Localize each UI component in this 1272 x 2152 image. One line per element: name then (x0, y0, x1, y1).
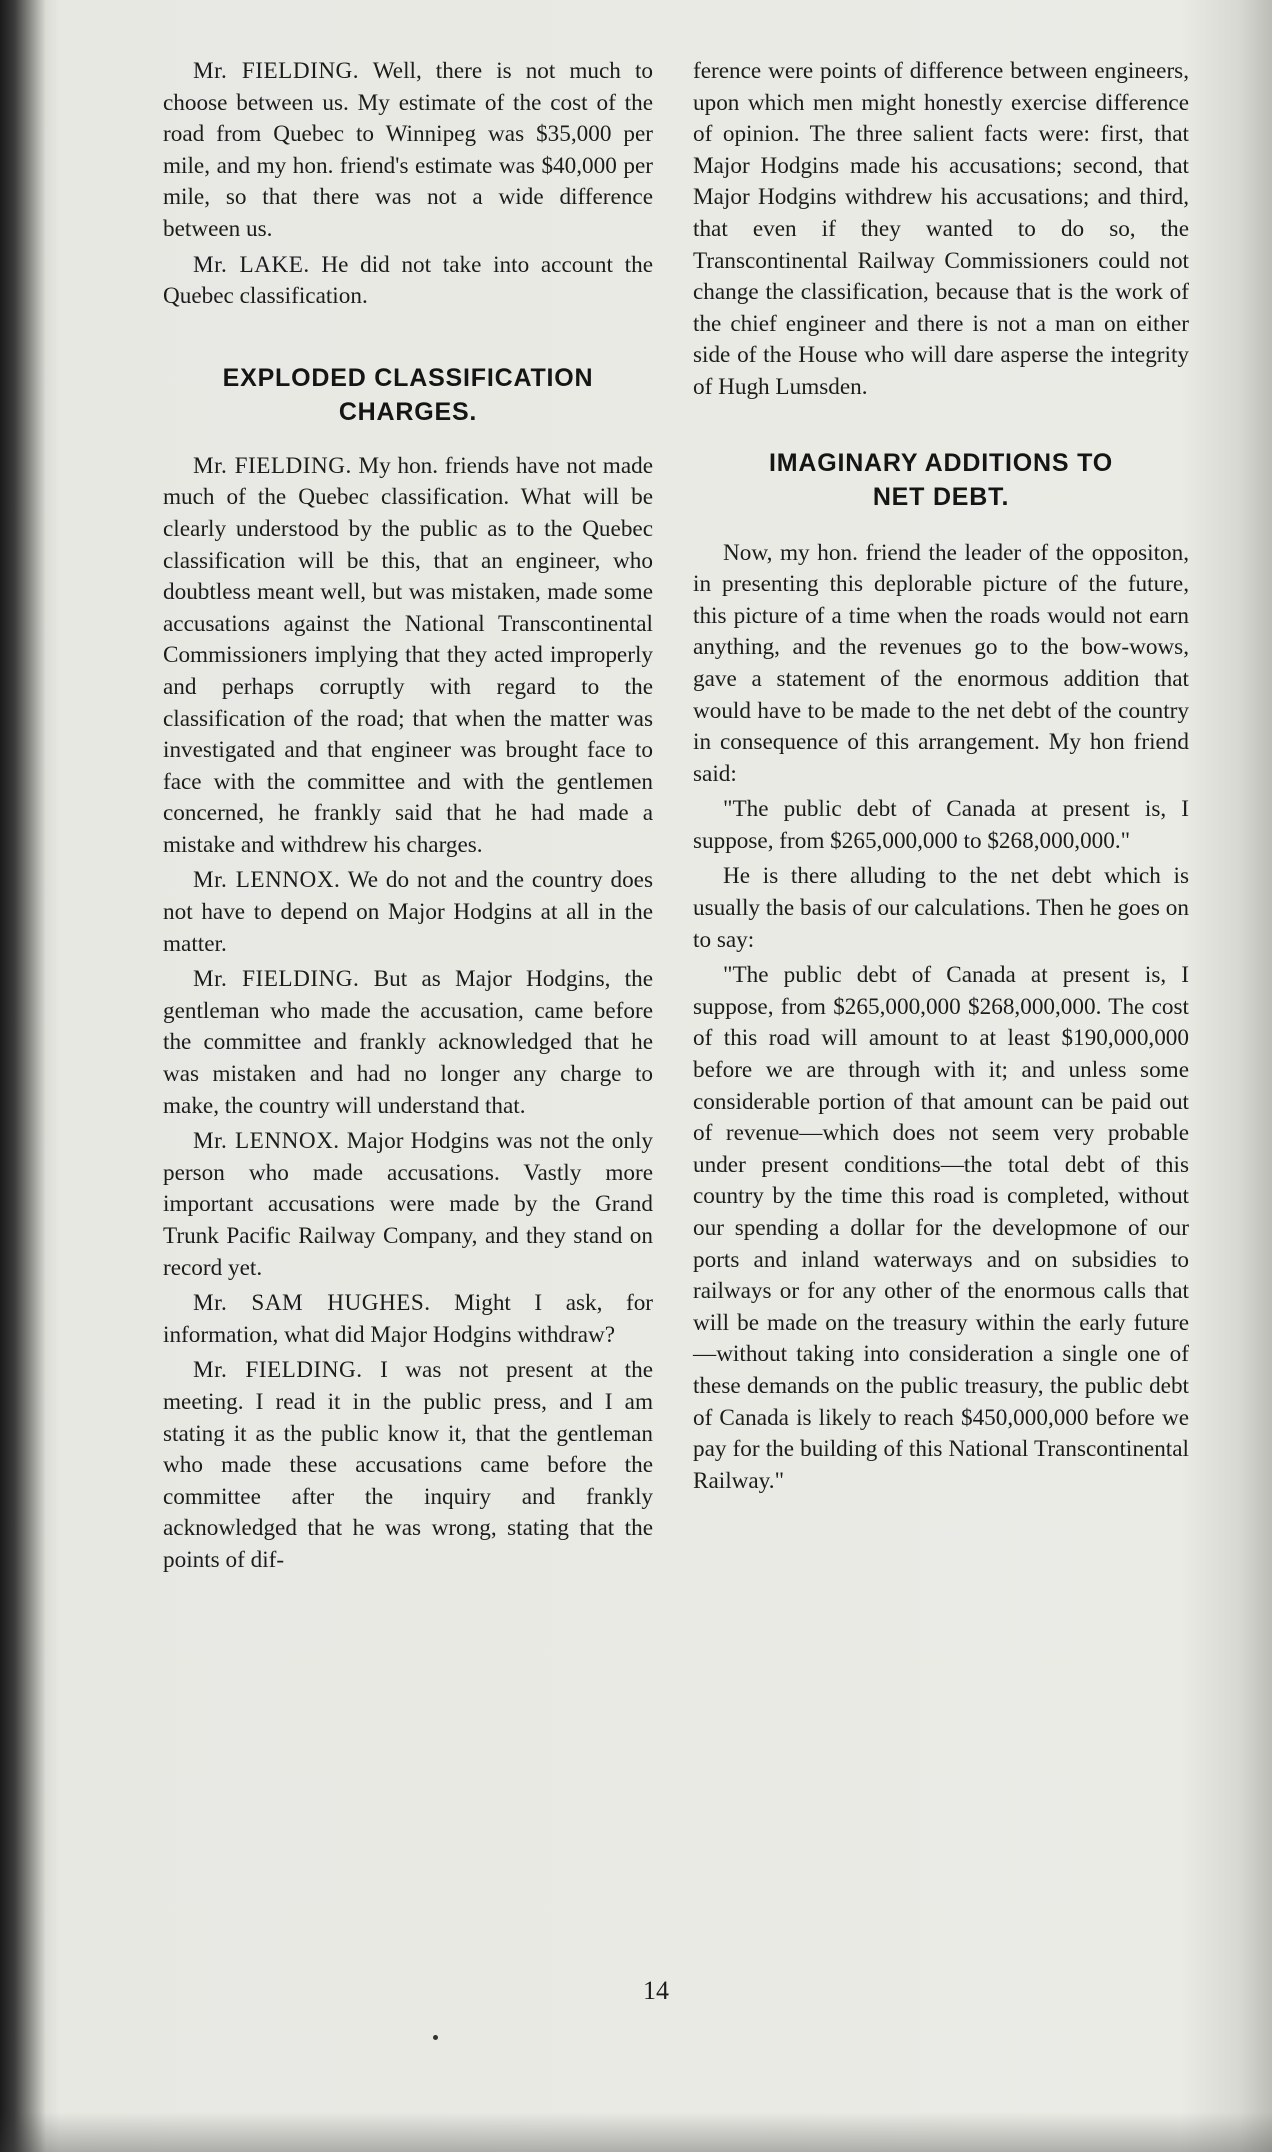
paragraph (163, 451, 653, 862)
paragraph (693, 56, 1189, 404)
heading-line: NET DEBT. (872, 482, 1010, 511)
paragraph-text: Now, my hon. friend the leader of the oppositon, in presenting this deplorable picture of the future, this picture of a time when the roads would not earn anything, and the revenues go to the bow-wows, gave a statement of the enormous addition that would have to be made to the net debt of the country in consequence of this arrangement. My hon friend said: (693, 539, 1189, 787)
paragraph-text: He did not take into account the Quebec classification. (163, 251, 653, 310)
left-column (163, 56, 653, 1581)
paragraph-text: He is there alluding to the net debt which is usually the basis of our calculations. Then he goes on to say: (693, 863, 1189, 953)
paragraph-text: Might I ask, for information, what did Major Hodgins withdraw? (163, 1290, 654, 1348)
speaker-name: Mr. LAKE. (193, 251, 310, 278)
paragraph-text: I was not present at the meeting. I read it in the public press, and I am stating it as the public know it, that the gentleman who made these accusations came before the committee after the inquiry and frankly acknowledged that he was wrong, stating that the points of dif- (163, 1357, 653, 1573)
paragraph (163, 964, 653, 1122)
quote-paragraph (693, 794, 1189, 857)
paragraph (163, 1355, 653, 1576)
paragraph-text: "The public debt of Canada at present is, I suppose, from $265,000,000 $268,000,000. The cost of this road will amount to at least $190,000,000 before we are through with it; and unless some considerable portion of that amount can be paid out of revenue—which does not seem very probable under present conditions—the total debt of this country by the time this road is completed, without our spending a dollar for the developmone of our ports and inland waterways and on subsidies to railways or for any other of the enormous calls that will be made on the treasury within the early future—without taking into consideration a single one of these demands on the public treasury, the public debt of Canada is likely to reach $450,000,000 before we pay for the building of this National Transcontinental Railway." (693, 962, 1189, 1494)
quote-paragraph (693, 960, 1189, 1497)
heading-line: IMAGINARY ADDITIONS TO (768, 448, 1113, 477)
paragraph-text: But as Major Hodgins, the gentleman who made the accusation, came before the committee and frankly acknowledged that he was mistaken and had no longer any charge to make, the country will understand that. (163, 966, 654, 1119)
paragraph (693, 861, 1189, 956)
page-number: 14 (643, 1976, 669, 2005)
paragraph-text: "The public debt of Canada at present is, I suppose, from $265,000,000 to $268,000,000." (693, 796, 1189, 854)
paragraph-text: We do not and the country does not have to depend on Major Hodgins at all in the matter. (163, 867, 653, 957)
paragraph (163, 1126, 653, 1284)
paragraph (163, 1288, 653, 1351)
section-heading (693, 446, 1189, 514)
ink-speck (433, 2035, 438, 2040)
heading-line: CHARGES. (338, 397, 478, 426)
speaker-name: Mr. LENNOX. (193, 1128, 340, 1155)
speaker-name: Mr. FIELDING. (193, 452, 352, 479)
paragraph (163, 865, 653, 960)
paragraph (163, 250, 653, 313)
paragraph-text: My hon. friends have not made much of the Quebec classification. What will be clearly understood by the public as to the Quebec classification will be this, that an engineer, who doubtless meant well, but was mistaken, made some accusations against the National Transcontinental Commissioners implying that they acted improperly and perhaps corruptly with regard to the classification of the road; that when the matter was investigated and that engineer was brought face to face with the committee and with the gentlemen concerned, he frankly said that he had made a mistake and withdrew his charges. (163, 452, 653, 858)
speaker-name: Mr. FIELDING. (193, 1357, 363, 1384)
paragraph (693, 538, 1189, 791)
speaker-name: Mr. FIELDING. (193, 966, 360, 993)
paragraph-text: ference were points of difference between engineers, upon which men might honestly exercise difference of opinion. The three salient facts were: first, that Major Hodgins made his accusations; second, that Major Hodgins withdrew his accusations; and third, that even if they wanted to do so, the Transcontinental Railway Commissioners could not change the classification, because that is the work of the chief engineer and there is not a man on either side of the House who will dare asperse the integrity of Hugh Lumsden. (693, 58, 1189, 400)
speaker-name: Mr. FIELDING. (193, 58, 360, 84)
speaker-name: Mr. LENNOX. (193, 867, 341, 894)
right-column (693, 56, 1189, 1501)
paragraph-text: Well, there is not much to choose between us. My estimate of the cost of the road from Quebec to Winnipeg was $35,000 per mile, and my hon. friend's estimate was $40,000 per mile, so that there was not a wide difference between us. (163, 58, 653, 242)
speaker-name: Mr. SAM HUGHES. (193, 1290, 431, 1317)
section-heading (163, 361, 653, 429)
paragraph (163, 56, 653, 246)
paragraph-text: Major Hodgins was not the only person who made accusations. Vastly more important accusations were made by the Grand Trunk Pacific Railway Company, and they stand on record yet. (163, 1128, 653, 1281)
heading-line: EXPLODED CLASSIFICATION (222, 363, 594, 392)
